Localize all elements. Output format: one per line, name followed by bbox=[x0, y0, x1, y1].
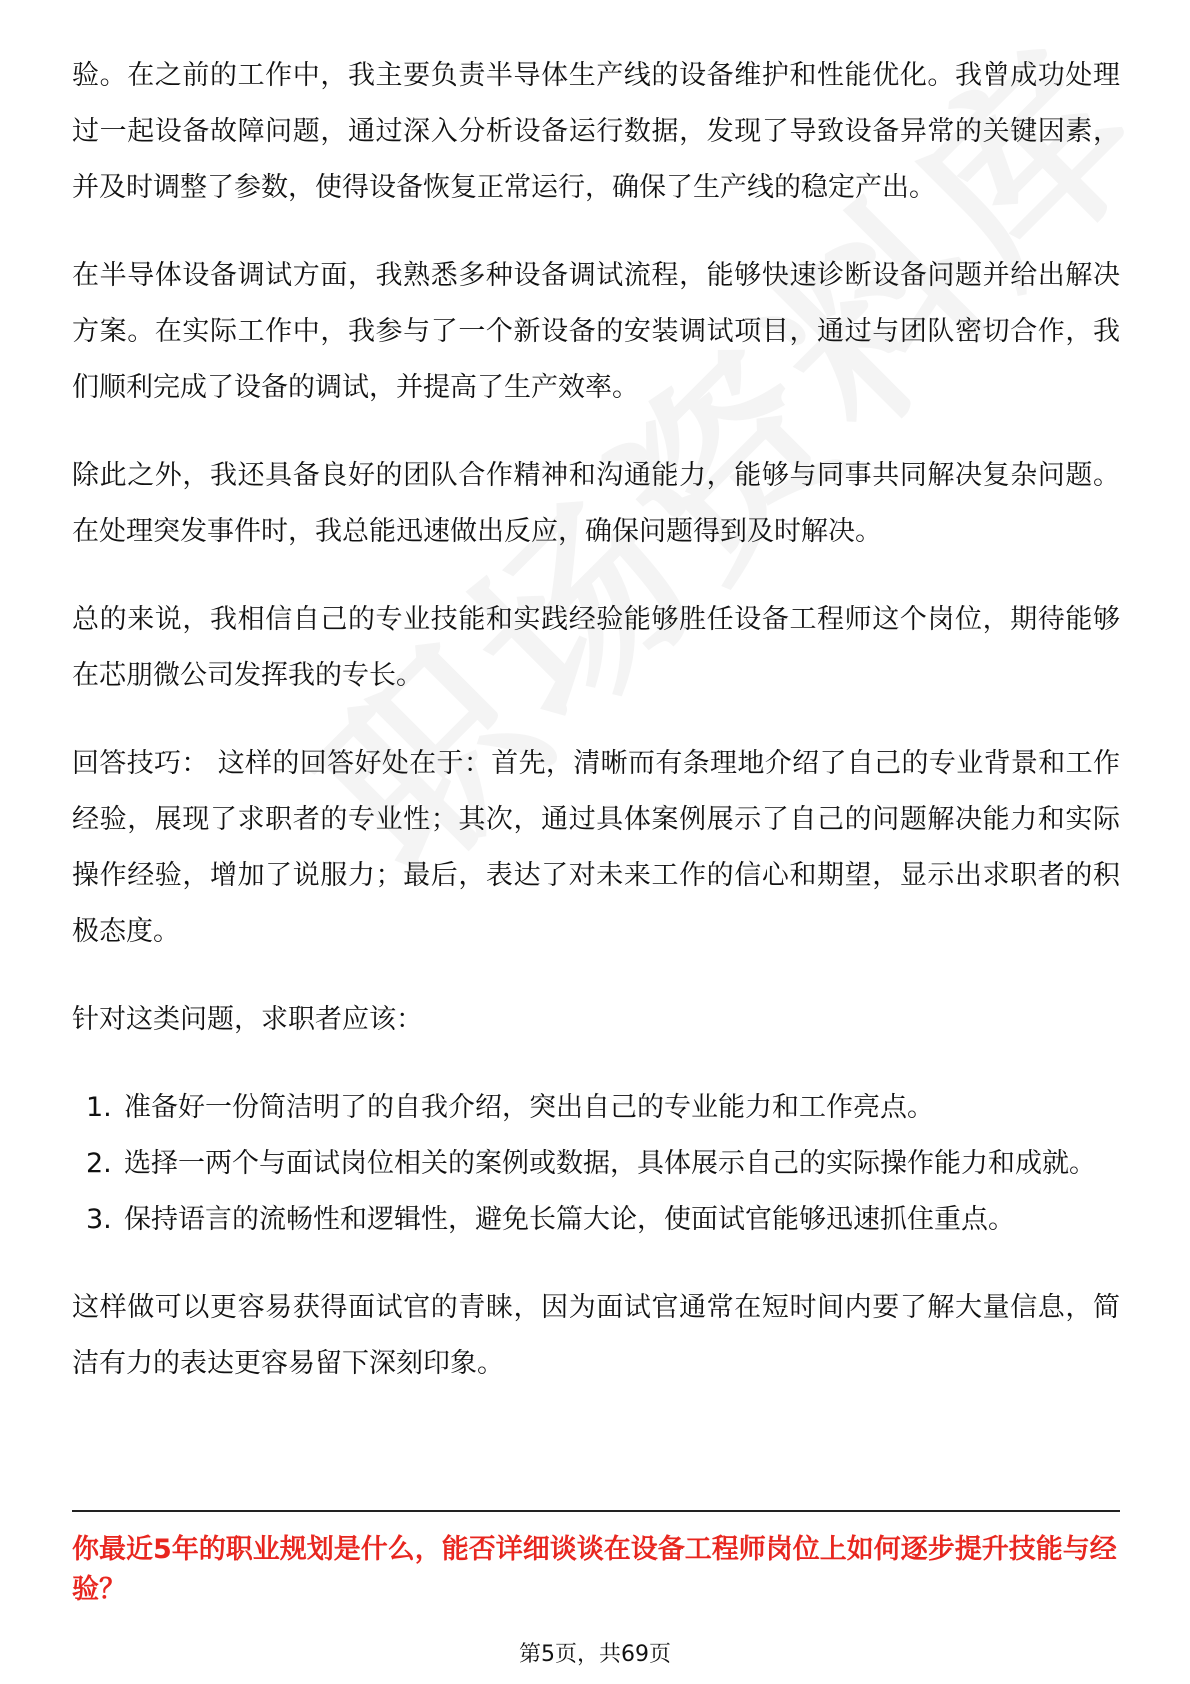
list-number: 2. bbox=[86, 1148, 112, 1179]
section-divider bbox=[72, 1510, 1120, 1512]
next-question-heading: 你最近5年的职业规划是什么，能否详细谈谈在设备工程师岗位上如何逐步提升技能与经验？ bbox=[72, 1534, 1117, 1605]
paragraph-advice-intro: 针对这类问题，求职者应该： bbox=[72, 1004, 423, 1035]
list-item bbox=[72, 1080, 1120, 1136]
list-item-text: 选择一两个与面试岗位相关的案例或数据，具体展示自己的实际操作能力和成就。 bbox=[124, 1148, 1096, 1179]
list-item-text: 准备好一份简洁明了的自我介绍，突出自己的专业能力和工作亮点。 bbox=[124, 1092, 934, 1123]
paragraph-answer-tips: 回答技巧： 这样的回答好处在于：首先，清晰而有条理地介绍了自己的专业背景和工作经验，展现了求职者的专业性；其次，通过具体案例展示了自己的问题解决能力和实际操作经验，增加了说服力；最后，表达了对未来工作的信心和期望，显示出求职者的积极态度。 bbox=[72, 748, 1120, 947]
list-item bbox=[72, 1136, 1120, 1192]
paragraph-summary: 总的来说，我相信自己的专业技能和实践经验能够胜任设备工程师这个岗位，期待能够在芯朋微公司发挥我的专长。 bbox=[72, 604, 1120, 691]
list-item-text: 保持语言的流畅性和逻辑性，避免长篇大论，使面试官能够迅速抓住重点。 bbox=[124, 1204, 1015, 1235]
paragraph-teamwork: 除此之外，我还具备良好的团队合作精神和沟通能力，能够与同事共同解决复杂问题。在处理突发事件时，我总能迅速做出反应，确保问题得到及时解决。 bbox=[72, 460, 1120, 547]
advice-list bbox=[72, 1080, 1120, 1248]
page-footer: 第5页，共69页 bbox=[519, 1642, 671, 1667]
list-number: 3. bbox=[86, 1204, 112, 1235]
paragraph-experience: 验。在之前的工作中，我主要负责半导体生产线的设备维护和性能优化。我曾成功处理过一起设备故障问题，通过深入分析设备运行数据，发现了导致设备异常的关键因素，并及时调整了参数，使得设备恢复正常运行，确保了生产线的稳定产出。 bbox=[72, 60, 1120, 203]
paragraph-closing: 这样做可以更容易获得面试官的青睐，因为面试官通常在短时间内要了解大量信息，简洁有力的表达更容易留下深刻印象。 bbox=[72, 1292, 1120, 1379]
paragraph-debugging: 在半导体设备调试方面，我熟悉多种设备调试流程，能够快速诊断设备问题并给出解决方案。在实际工作中，我参与了一个新设备的安装调试项目，通过与团队密切合作，我们顺利完成了设备的调试，并提高了生产效率。 bbox=[72, 260, 1120, 403]
content-body bbox=[72, 48, 1120, 1424]
list-item bbox=[72, 1192, 1120, 1248]
list-number: 1. bbox=[86, 1092, 112, 1123]
